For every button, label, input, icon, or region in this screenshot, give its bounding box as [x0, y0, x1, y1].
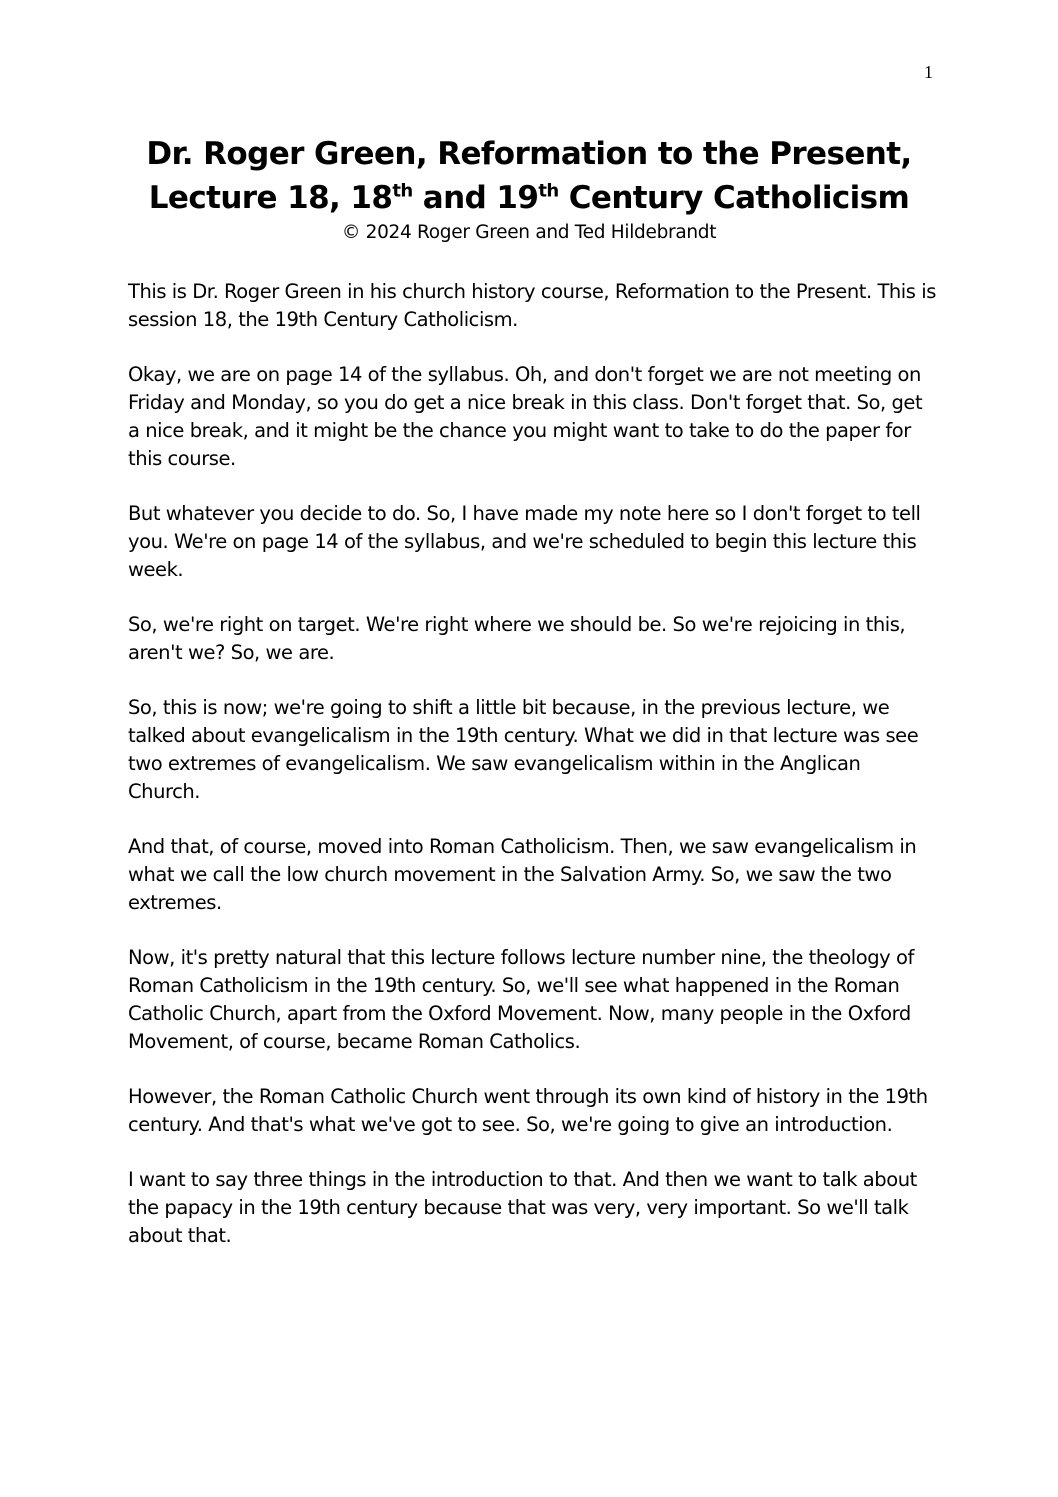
paragraph: I want to say three things in the introduction to that. And then we want to talk about the papacy in the 19th century because that was very, very important. So we'll talk about that. [128, 1168, 917, 1247]
paragraph: Okay, we are on page 14 of the syllabus. Oh, and don't forget we are not meeting on Friday and Monday, so you do get a nice break in this class. Don't forget that. So, get a nice break, and it might be the chance you might want to take to do the paper for this course. [128, 363, 923, 470]
copyright-line: © 2024 Roger Green and Ted Hildebrandt [341, 222, 717, 243]
paragraph: This is Dr. Roger Green in his church history course, Reformation to the Present. This is session 18, the 19th Century Catholicism. [128, 280, 936, 331]
superscript-1: th [392, 180, 413, 202]
paragraph: However, the Roman Catholic Church went through its own kind of history in the 19th century. And that's what we've got to see. So, we're going to give an introduction. [128, 1085, 928, 1136]
paragraph: But whatever you decide to do. So, I have made my note here so I don't forget to tell you. We're on page 14 of the syllabus, and we're scheduled to begin this lecture this week. [128, 502, 921, 581]
paragraph: So, we're right on target. We're right where we should be. So we're rejoicing in this, aren't we? So, we are. [128, 613, 906, 664]
title-line-2-mid: and 19 [412, 180, 539, 216]
paragraph: So, this is now; we're going to shift a little bit because, in the previous lecture, we talked about evangelicalism in the 19th century. What we did in that lecture was see two extremes of evangelicalism. We saw evangelicalism within in the Anglican Church. [128, 696, 919, 803]
paragraph: And that, of course, moved into Roman Catholicism. Then, we saw evangelicalism in what we call the low church movement in the Salvation Army. So, we saw the two extremes. [128, 835, 917, 914]
title-line-1: Dr. Roger Green, Reformation to the Present, [146, 136, 912, 172]
body-text [128, 278, 938, 1277]
title-line-2-prefix: Lecture 18, 18 [148, 180, 393, 216]
paragraph: Now, it's pretty natural that this lecture follows lecture number nine, the theology of Roman Catholicism in the 19th century. So, we'll see what happened in the Roman Catholic Church, apart from the Oxford Movement. Now, many people in the Oxford Movement, of course, became Roman Catholics. [128, 946, 914, 1053]
document-title [0, 132, 1058, 220]
superscript-2: th [538, 180, 559, 202]
title-line-2-suffix: Century Catholicism [558, 180, 910, 216]
title-line-2 [0, 176, 1058, 220]
page-number: 1 [924, 62, 933, 82]
